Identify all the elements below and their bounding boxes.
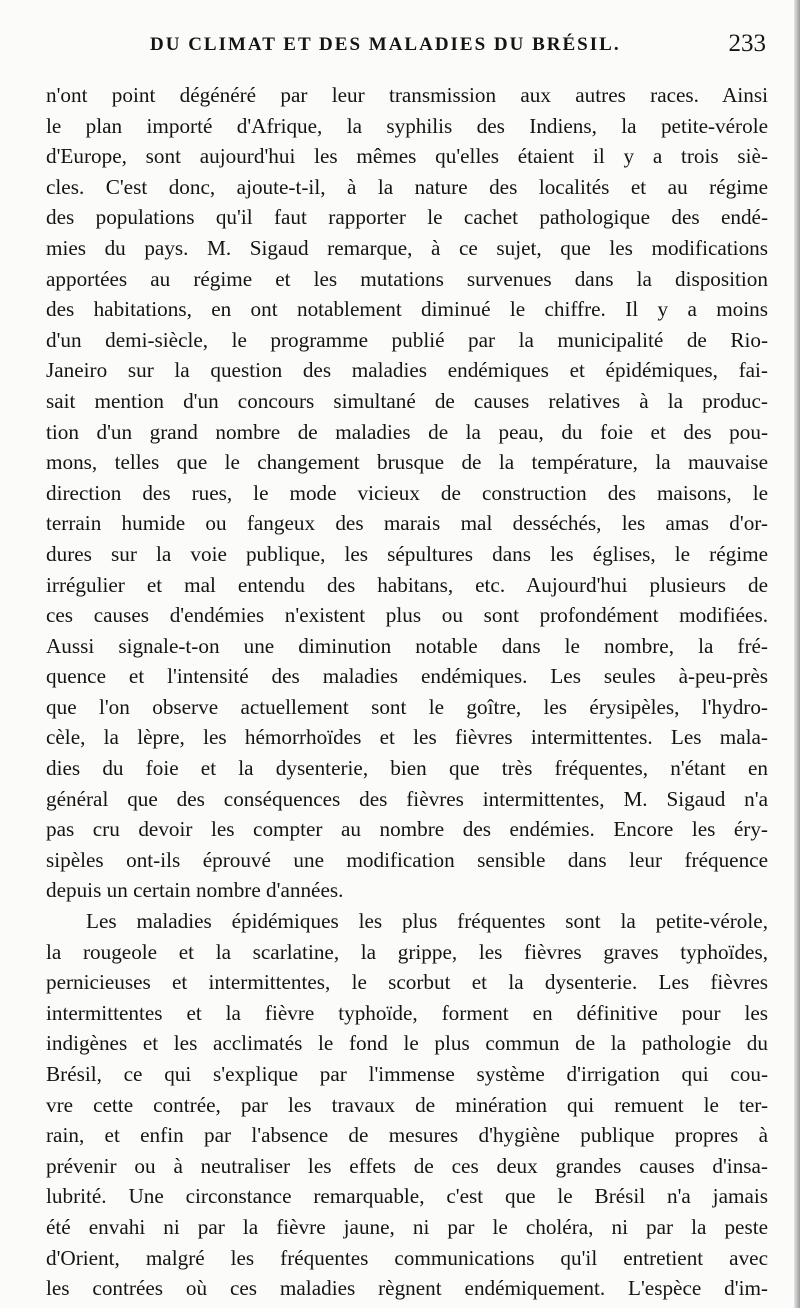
text-line: rain, et enfin par l'absence de mesures d'hygiène publique propres à bbox=[46, 1123, 768, 1148]
page-number: 233 bbox=[728, 30, 766, 57]
page-edge-shadow bbox=[794, 0, 800, 1308]
text-line: général que des conséquences des fièvres intermittentes, M. Sigaud n'a bbox=[46, 786, 768, 811]
text-line: cèle, la lèpre, les hémorrhoïdes et les fièvres intermittentes. Les mala- bbox=[46, 725, 768, 750]
running-head bbox=[0, 30, 800, 64]
paragraph-start-line: Les maladies épidémiques les plus fréquentes sont la petite-vérole, bbox=[86, 909, 768, 934]
text-line: mies du pays. M. Sigaud remarque, à ce sujet, que les modifications bbox=[46, 235, 768, 260]
text-line: Janeiro sur la question des maladies endémiques et épidémiques, fai- bbox=[46, 358, 768, 383]
text-line: tion d'un grand nombre de maladies de la peau, du foie et des pou- bbox=[46, 419, 768, 444]
text-line: sipèles ont-ils éprouvé une modification sensible dans leur fréquence bbox=[46, 847, 768, 872]
text-line: que l'on observe actuellement sont le goître, les érysipèles, l'hydro- bbox=[46, 694, 768, 719]
text-line: pernicieuses et intermittentes, le scorbut et la dysenterie. Les fièvres bbox=[46, 970, 768, 995]
text-line: apportées au régime et les mutations survenues dans la disposition bbox=[46, 266, 768, 291]
text-line: direction des rues, le mode vicieux de construction des maisons, le bbox=[46, 480, 768, 505]
running-title: DU CLIMAT ET DES MALADIES DU BRÉSIL. bbox=[150, 34, 621, 55]
text-line: dies du foie et la dysenterie, bien que très fréquentes, n'étant en bbox=[46, 756, 768, 781]
text-line: Aussi signale-t-on une diminution notable dans le nombre, la fré- bbox=[46, 633, 768, 658]
text-line: quence et l'intensité des maladies endémiques. Les seules à-peu-près bbox=[46, 664, 768, 689]
text-line: la rougeole et la scarlatine, la grippe, les fièvres graves typhoïdes, bbox=[46, 939, 768, 964]
body-text bbox=[46, 80, 768, 1304]
text-line: été envahi ni par la fièvre jaune, ni par le choléra, ni par la peste bbox=[46, 1214, 768, 1239]
text-line: prévenir ou à neutraliser les effets de ces deux grandes causes d'insa- bbox=[46, 1153, 768, 1178]
text-line: intermittentes et la fièvre typhoïde, forment en définitive pour les bbox=[46, 1000, 768, 1025]
text-line: terrain humide ou fangeux des marais mal desséchés, les amas d'or- bbox=[46, 511, 768, 536]
text-line: pas cru devoir les compter au nombre des endémies. Encore les éry- bbox=[46, 817, 768, 842]
text-line: cles. C'est donc, ajoute-t-il, à la nature des localités et au régime bbox=[46, 174, 768, 199]
text-line: des populations qu'il faut rapporter le cachet pathologique des endé- bbox=[46, 205, 768, 230]
text-line: dures sur la voie publique, les sépultures dans les églises, le régime bbox=[46, 541, 768, 566]
text-line: le plan importé d'Afrique, la syphilis des Indiens, la petite-vérole bbox=[46, 113, 768, 138]
text-line: n'ont point dégénéré par leur transmission aux autres races. Ainsi bbox=[46, 83, 768, 107]
text-line: indigènes et les acclimatés le fond le plus commun de la pathologie du bbox=[46, 1031, 768, 1056]
text-line: d'un demi-siècle, le programme publié par la municipalité de Rio- bbox=[46, 327, 768, 352]
text-line: mons, telles que le changement brusque de la température, la mauvaise bbox=[46, 450, 768, 475]
text-line: ces causes d'endémies n'existent plus ou sont profondément modifiées. bbox=[46, 603, 768, 628]
text-line: les contrées où ces maladies règnent endémiquement. L'espèce d'im- bbox=[46, 1276, 768, 1301]
text-line: des habitations, en ont notablement diminué le chiffre. Il y a moins bbox=[46, 297, 768, 322]
text-line: irrégulier et mal entendu des habitans, etc. Aujourd'hui plusieurs de bbox=[46, 572, 768, 597]
text-line: sait mention d'un concours simultané de causes relatives à la produc- bbox=[46, 388, 768, 413]
text-line: d'Orient, malgré les fréquentes communications qu'il entretient avec bbox=[46, 1245, 768, 1270]
text-line: Brésil, ce qui s'explique par l'immense système d'irrigation qui cou- bbox=[46, 1062, 768, 1086]
text-line: vre cette contrée, par les travaux de minération qui remuent le ter- bbox=[46, 1092, 768, 1117]
paragraph-end-line: depuis un certain nombre d'années. bbox=[46, 878, 344, 903]
text-line: lubrité. Une circonstance remarquable, c'est que le Brésil n'a jamais bbox=[46, 1184, 768, 1209]
text-line: d'Europe, sont aujourd'hui les mêmes qu'elles étaient il y a trois siè- bbox=[46, 144, 768, 169]
